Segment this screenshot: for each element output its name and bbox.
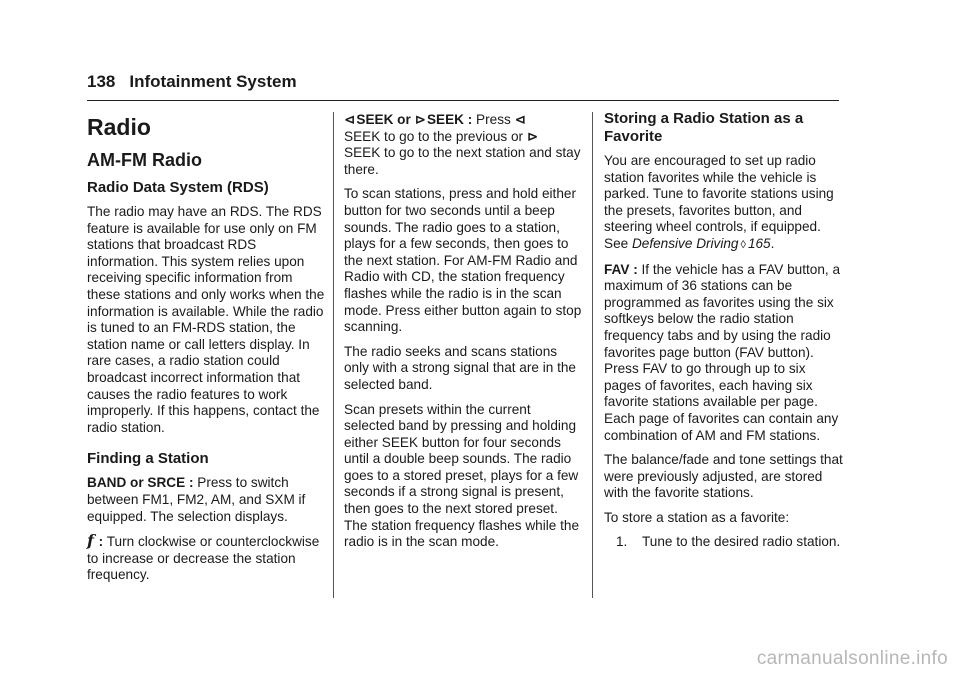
seek-text-c: SEEK to go to the next station and stay there. bbox=[344, 145, 581, 177]
page-number: 138 bbox=[87, 72, 116, 91]
balance-paragraph: The balance/fade and tone settings that were previously adjusted, are stored with the favorite stations. bbox=[604, 452, 843, 501]
scan-paragraph: To scan stations, press and hold either button for two seconds until a beep sounds. The radio goes to a station, plays for a few seconds, then goes to the next station. For AM-FM Radio and Radio with CD, the station frequency flashes while the radio is in the scan mode. Press either button again to stop scanning. bbox=[344, 186, 582, 335]
section-title: Infotainment System bbox=[129, 72, 297, 91]
seek-paragraph bbox=[344, 112, 582, 178]
seek-next-icon: ⊳ bbox=[526, 128, 539, 144]
tune-text: Turn clockwise or counterclockwise to increase or decrease the station frequency. bbox=[87, 534, 320, 583]
seek-previous-icon: ⊲ bbox=[344, 112, 356, 127]
tune-term: : bbox=[94, 534, 104, 550]
xref-defensive-driving[interactable]: Defensive Driving bbox=[631, 235, 739, 251]
scan-presets-paragraph: Scan presets within the current selected band by pressing and holding either SEEK button for four seconds until a double beep sounds. The radio goes to a stored preset, plays for a few seconds if a strong signal is present, then goes to the next stored preset. The station frequency flashes while the radio is in the scan mode. bbox=[344, 401, 580, 550]
xref-page-number[interactable]: 165 bbox=[747, 235, 771, 251]
heading-storing-favorite: Storing a Radio Station as a Favorite bbox=[604, 110, 804, 145]
column-2 bbox=[344, 112, 582, 559]
to-store-paragraph: To store a station as a favorite: bbox=[604, 509, 790, 525]
band-srce-term: BAND or SRCE : bbox=[87, 475, 194, 491]
seek-text-b: SEEK to go to the previous or bbox=[344, 128, 527, 144]
encouraged-paragraph bbox=[604, 153, 844, 254]
encouraged-text: You are encouraged to set up radio station favorites while the vehicle is parked. Tune to favorite stations using the presets, favorites button, and steering wheel controls, if equipped. See bbox=[604, 153, 834, 251]
column-divider bbox=[333, 112, 334, 598]
heading-radio: Radio bbox=[87, 114, 151, 140]
heading-am-fm-radio: AM-FM Radio bbox=[87, 150, 202, 170]
tune-knob-icon: f bbox=[87, 531, 94, 551]
seek-text-a: Press bbox=[472, 112, 515, 127]
xref-end: . bbox=[770, 235, 775, 251]
strong-signal-paragraph: The radio seeks and scans stations only with a strong signal that are in the selected band. bbox=[344, 343, 576, 392]
tune-paragraph bbox=[87, 533, 325, 584]
step-text: Tune to the desired radio station. bbox=[642, 534, 841, 550]
seek-previous-icon: ⊲ bbox=[514, 112, 526, 127]
fav-paragraph bbox=[604, 262, 844, 445]
xref-arrow-icon: ◊ bbox=[740, 238, 746, 251]
heading-finding-station: Finding a Station bbox=[87, 450, 209, 468]
seek-term-b: SEEK : bbox=[426, 112, 473, 127]
band-srce-paragraph bbox=[87, 475, 325, 525]
column-3 bbox=[604, 112, 844, 551]
seek-next-icon: ⊳ bbox=[414, 112, 426, 127]
band-srce-text: Press to switch between FM1, FM2, AM, and SXM if equipped. The selection displays. bbox=[87, 475, 306, 524]
column-1 bbox=[87, 112, 325, 592]
rds-paragraph: The radio may have an RDS. The RDS feature is available for use only on FM stations that broadcast RDS information. This system relies upon receiving specific information from these stations and only works when the information is available. While the radio is tuned to an FM-RDS station, the station name or call letters display. In rare cases, a radio station could broadcast incorrect information that causes the radio features to work improperly. If this happens, contact the radio station. bbox=[87, 204, 325, 435]
heading-rds: Radio Data System (RDS) bbox=[87, 179, 269, 196]
fav-term: FAV : bbox=[604, 261, 638, 277]
steps-list bbox=[604, 534, 844, 551]
fav-text: If the vehicle has a FAV button, a maximum of 36 stations can be programmed as favorites using the six softkeys below the radio station frequency tabs and by using the radio favorites page button (FAV button). Press FAV to go through up to six pages of favorites, each having six favorite stations available per page. Each page of favorites can contain any combination of AM and FM stations. bbox=[604, 261, 841, 443]
watermark: carmanualsonline.info bbox=[756, 648, 948, 669]
step-number: 1. bbox=[616, 534, 628, 550]
page-header bbox=[87, 72, 839, 101]
seek-term-a: SEEK or bbox=[356, 112, 415, 127]
column-divider bbox=[592, 112, 593, 598]
list-item bbox=[604, 534, 844, 551]
